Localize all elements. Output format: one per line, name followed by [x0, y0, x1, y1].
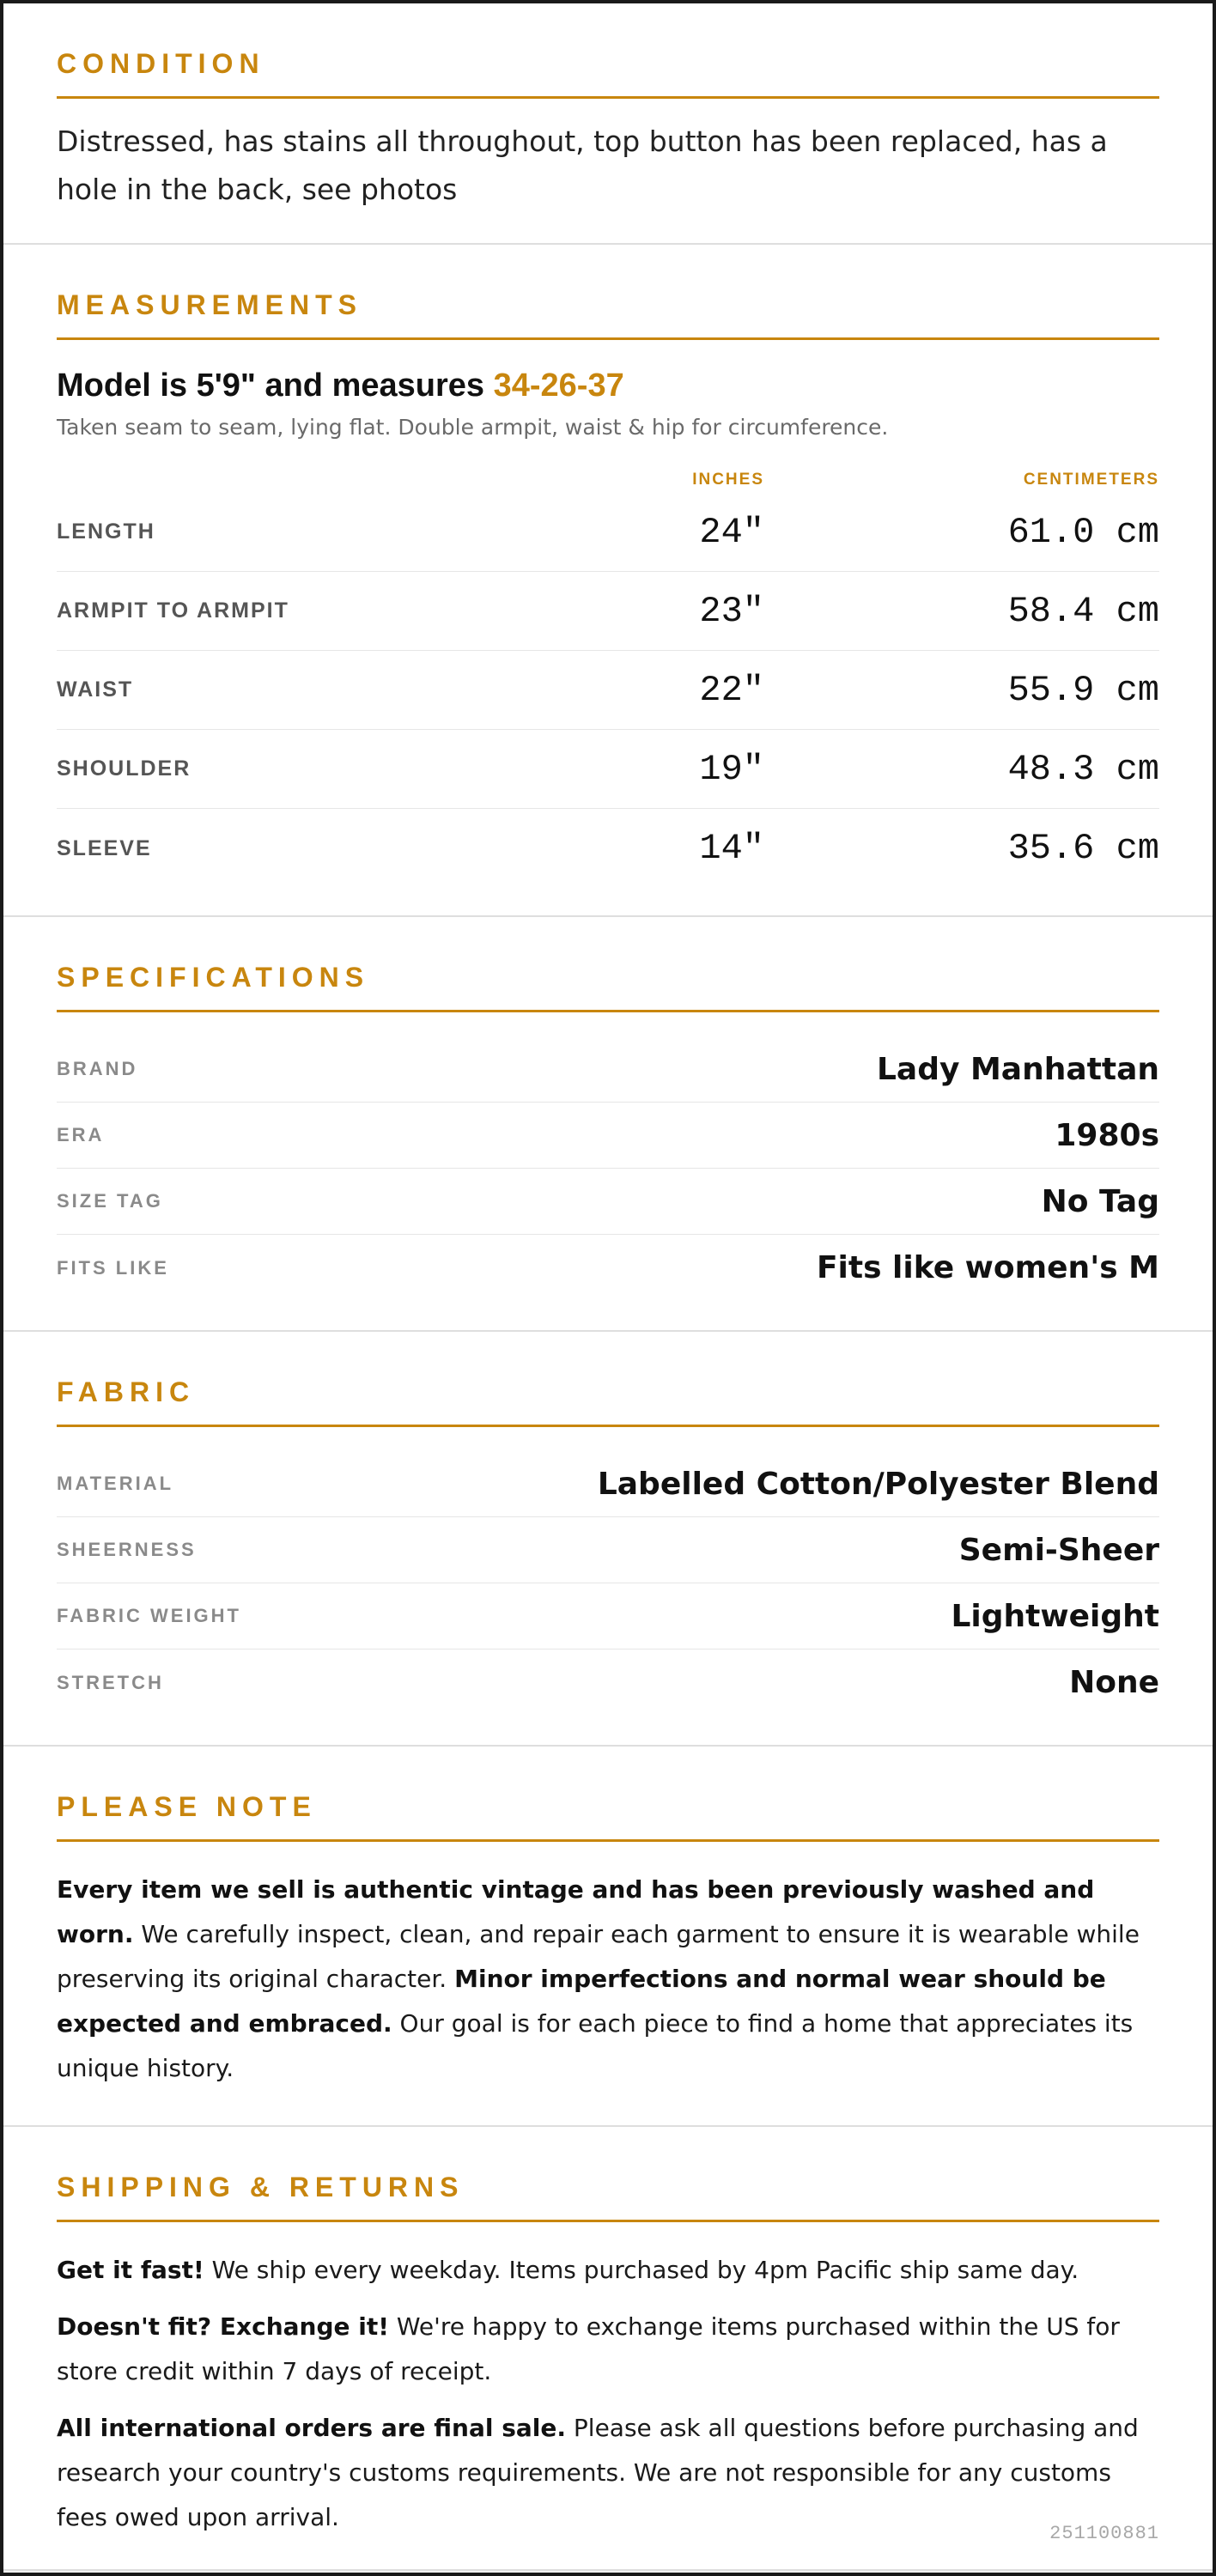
measurement-label: LENGTH: [57, 519, 155, 544]
spec-label: ERA: [57, 1124, 105, 1145]
note-bold-2: Minor imperfections and normal wear should be expected and embraced.: [57, 1965, 1106, 2038]
condition-section: [3, 3, 1213, 245]
fabric-value: Semi-Sheer: [958, 1532, 1159, 1568]
note-bold-1: Every item we sell is authentic vintage and has been previously washed and worn.: [57, 1875, 1095, 1948]
measurements-header: [57, 467, 1159, 493]
please-note-text: [57, 1868, 1159, 2125]
fabric-list: [57, 1427, 1159, 1745]
measurements-table: [57, 467, 1159, 888]
measurement-inches: 23": [699, 590, 764, 632]
measurement-inches: 24": [699, 511, 764, 553]
spec-row-brand: [57, 1036, 1159, 1103]
section-title-condition: CONDITION: [57, 48, 265, 79]
fabric-row-sheerness: [57, 1517, 1159, 1583]
spec-row-era: [57, 1103, 1159, 1169]
fabric-label: SHEERNESS: [57, 1539, 197, 1560]
shipping-paragraph-fast: [57, 2248, 1159, 2293]
measurement-cm: 61.0 cm: [1007, 511, 1159, 553]
shipping-bold: All international orders are final sale.: [57, 2414, 567, 2442]
spec-value: Fits like women's M: [816, 1250, 1159, 1285]
measurement-note: Taken seam to seam, lying flat. Double armpit, waist & hip for circumference.: [57, 415, 889, 440]
fabric-row-stretch: [57, 1649, 1159, 1716]
fabric-row-weight: [57, 1583, 1159, 1649]
shipping-bold: Get it fast!: [57, 2256, 204, 2284]
measurement-row-shoulder: [57, 730, 1159, 809]
spec-row-size-tag: [57, 1169, 1159, 1235]
fabric-label: STRETCH: [57, 1671, 164, 1693]
section-title-shipping: SHIPPING & RETURNS: [57, 2172, 465, 2202]
measurement-row-length: [57, 493, 1159, 572]
model-measures-value: 34-26-37: [493, 368, 624, 404]
model-prefix: Model is 5'9" and measures: [57, 368, 494, 404]
fabric-section: [3, 1332, 1213, 1747]
shipping-bold: Doesn't fit? Exchange it!: [57, 2312, 389, 2341]
section-divider: [57, 2220, 1159, 2222]
measurements-section: [3, 245, 1213, 917]
measurement-cm: 55.9 cm: [1007, 669, 1159, 711]
specifications-list: [57, 1012, 1159, 1330]
section-title-measurements: MEASUREMENTS: [57, 289, 363, 320]
shipping-paragraph-exchange: [57, 2305, 1159, 2394]
section-divider: [57, 96, 1159, 99]
shipping-section: [3, 2127, 1213, 2571]
spec-value: No Tag: [1041, 1183, 1159, 1219]
condition-text: Distressed, has stains all throughout, top button has been replaced, has a hole in the back, see photos: [57, 125, 1108, 206]
spec-label: SIZE TAG: [57, 1190, 163, 1212]
measurement-inches: 19": [699, 748, 764, 790]
spec-label: BRAND: [57, 1058, 138, 1079]
shipping-text: We're happy to exchange items purchased within the US for store credit within 7 days of receipt.: [57, 2312, 1120, 2385]
spec-label: FITS LIKE: [57, 1256, 169, 1279]
measurement-cm: 35.6 cm: [1007, 828, 1159, 869]
measurement-row-waist: [57, 651, 1159, 730]
section-title-fabric: FABRIC: [57, 1376, 196, 1407]
fabric-label: MATERIAL: [57, 1473, 174, 1494]
section-title-specifications: SPECIFICATIONS: [57, 962, 370, 993]
note-text-1: We carefully inspect, clean, and repair each garment to ensure it is wearable while preserving its original character.: [57, 1920, 1140, 1993]
specifications-section: [3, 917, 1213, 1332]
fabric-label: FABRIC WEIGHT: [57, 1605, 241, 1626]
spec-value: Lady Manhattan: [876, 1051, 1159, 1087]
shipping-text: Please ask all questions before purchasing and research your country's customs requirements. We are not responsible for any customs fees owed upon arrival.: [57, 2414, 1139, 2531]
measurement-inches: 14": [699, 828, 764, 869]
measurement-inches: 22": [699, 669, 764, 711]
section-divider: [57, 1839, 1159, 1842]
measurement-label: SLEEVE: [57, 835, 152, 860]
measurement-row-armpit: [57, 572, 1159, 651]
measurement-label: SHOULDER: [57, 756, 192, 781]
note-text-2: Our goal is for each piece to find a home that appreciates its unique history.: [57, 2009, 1134, 2082]
section-divider: [57, 337, 1159, 340]
item-code: 251100881: [1049, 2523, 1159, 2544]
fabric-value: None: [1069, 1665, 1159, 1700]
section-title-please-note: PLEASE NOTE: [57, 1791, 317, 1822]
measurement-row-sleeve: [57, 809, 1159, 888]
column-header-inches: INCHES: [692, 471, 764, 489]
spec-value: 1980s: [1055, 1117, 1159, 1153]
measurement-label: ARMPIT TO ARMPIT: [57, 598, 289, 623]
model-measurements: [57, 364, 1159, 407]
fabric-value: Labelled Cotton/Polyester Blend: [597, 1466, 1159, 1502]
measurement-cm: 58.4 cm: [1007, 590, 1159, 632]
fabric-value: Lightweight: [951, 1598, 1159, 1634]
spec-row-fits-like: [57, 1235, 1159, 1301]
fabric-row-material: [57, 1451, 1159, 1517]
shipping-paragraph-international: [57, 2406, 1159, 2540]
measurement-cm: 48.3 cm: [1007, 748, 1159, 790]
measurement-label: WAIST: [57, 677, 134, 702]
please-note-section: [3, 1747, 1213, 2127]
shipping-text: We ship every weekday. Items purchased by 4pm Pacific ship same day.: [204, 2256, 1079, 2284]
column-header-centimeters: CENTIMETERS: [1023, 471, 1159, 489]
